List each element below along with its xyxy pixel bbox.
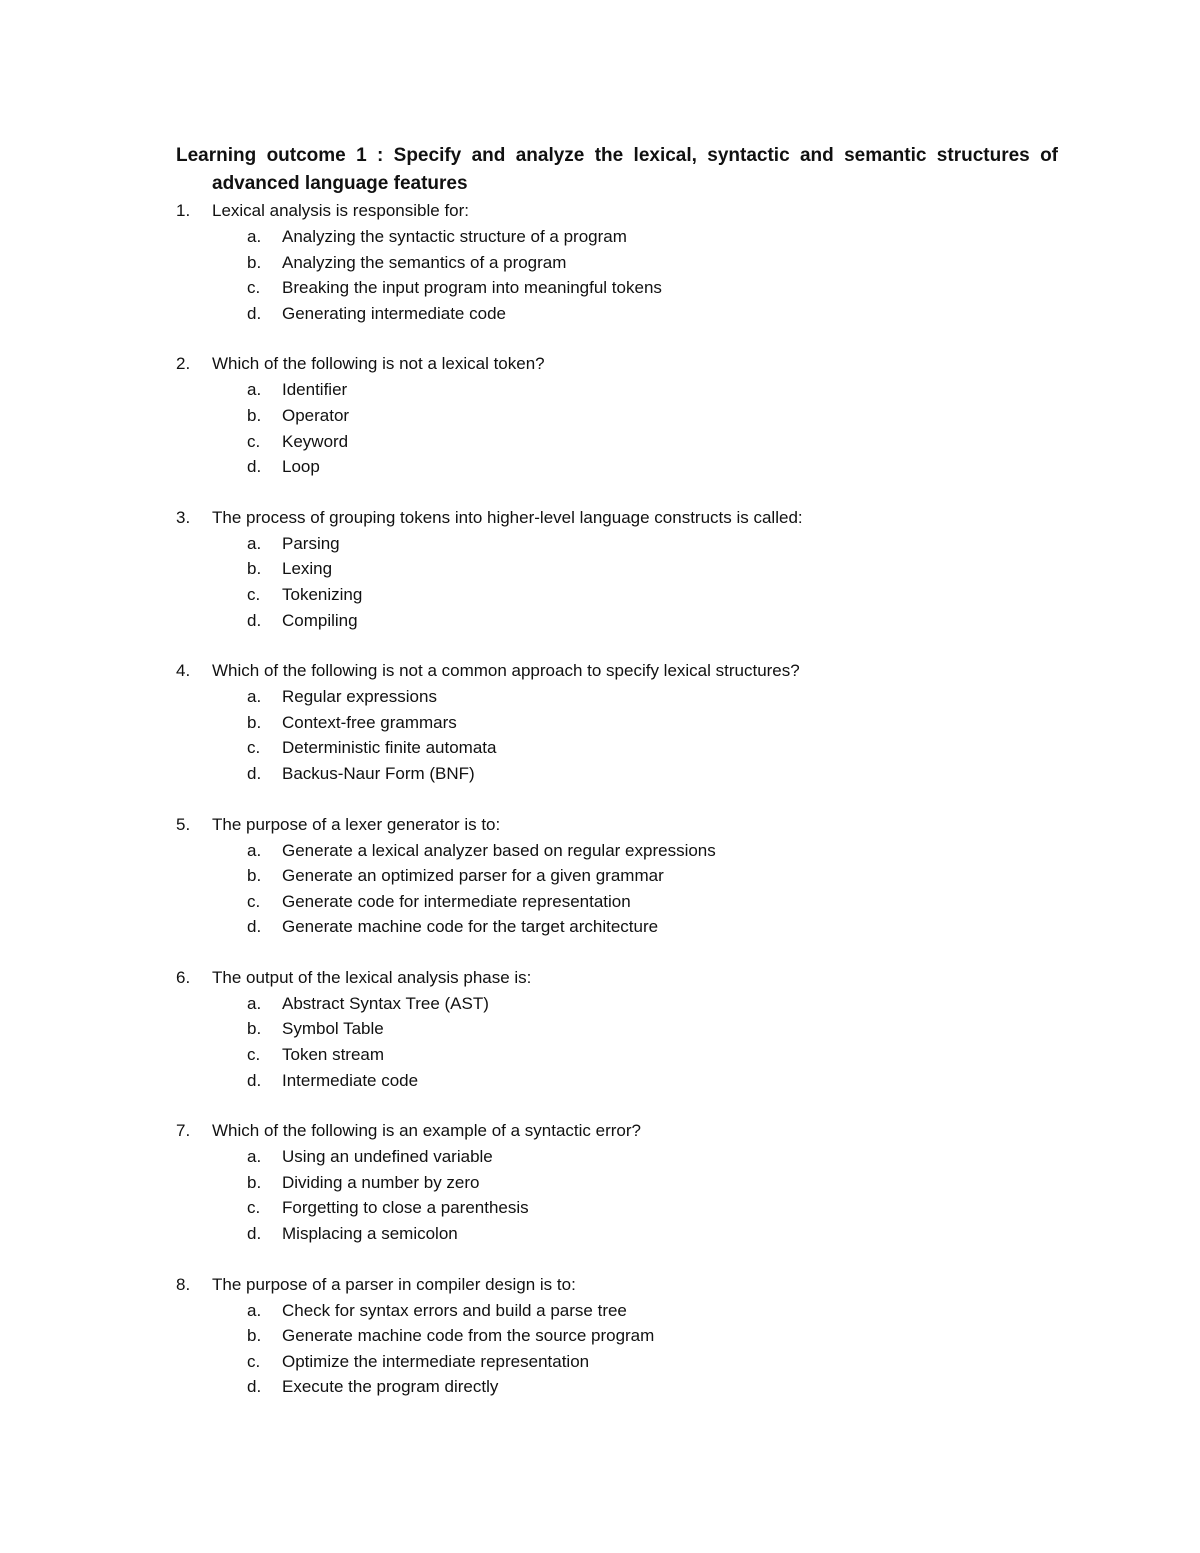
option-item xyxy=(176,403,1076,429)
question-line xyxy=(176,505,1076,531)
option-text: Using an undefined variable xyxy=(282,1147,493,1167)
option-list xyxy=(176,377,1076,479)
option-item xyxy=(176,377,1076,403)
option-letter: c. xyxy=(247,891,261,911)
question-number: 5. xyxy=(176,814,191,834)
option-letter: d. xyxy=(247,457,262,477)
option-item xyxy=(176,582,1076,608)
question-text: The purpose of a lexer generator is to: xyxy=(212,814,501,834)
option-letter: b. xyxy=(247,1019,262,1039)
option-text: Lexing xyxy=(282,559,333,579)
question-line xyxy=(176,1118,1076,1144)
option-item xyxy=(176,531,1076,557)
option-list xyxy=(176,1144,1076,1246)
question-number: 2. xyxy=(176,354,191,374)
option-letter: b. xyxy=(247,712,262,732)
option-list xyxy=(176,991,1076,1093)
question-line xyxy=(176,965,1076,991)
option-item xyxy=(176,1195,1076,1221)
option-item xyxy=(176,991,1076,1017)
option-letter: b. xyxy=(247,559,262,579)
option-text: Analyzing the syntactic structure of a program xyxy=(282,227,627,246)
option-text: Analyzing the semantics of a program xyxy=(282,252,567,272)
question-text: The purpose of a parser in compiler design is to: xyxy=(212,1274,576,1294)
option-item xyxy=(176,429,1076,455)
option-text: Backus-Naur Form (BNF) xyxy=(282,763,475,783)
option-text: Deterministic finite automata xyxy=(282,738,497,758)
option-letter: c. xyxy=(247,278,261,298)
question-item xyxy=(176,505,1076,633)
option-letter: a. xyxy=(247,1147,262,1167)
option-text: Compiling xyxy=(282,610,358,630)
option-letter: a. xyxy=(247,227,262,246)
question-text: The process of grouping tokens into higher-level language constructs is called: xyxy=(212,507,803,527)
option-item xyxy=(176,1374,1076,1400)
option-letter: a. xyxy=(247,1300,262,1320)
option-list xyxy=(176,838,1076,940)
option-letter: a. xyxy=(247,533,262,553)
option-text: Generate machine code for the target architecture xyxy=(282,917,659,937)
option-text: Execute the program directly xyxy=(282,1377,499,1397)
option-list xyxy=(176,224,1076,326)
option-text: Regular expressions xyxy=(282,687,437,707)
option-text: Operator xyxy=(282,405,350,425)
option-list xyxy=(176,531,1076,633)
option-text: Forgetting to close a parenthesis xyxy=(282,1198,529,1218)
question-item xyxy=(176,198,1076,326)
option-text: Identifier xyxy=(282,380,348,400)
option-text: Generate machine code from the source program xyxy=(282,1326,655,1346)
option-item xyxy=(176,1221,1076,1247)
question-number: 6. xyxy=(176,967,191,987)
option-item xyxy=(176,863,1076,889)
option-item xyxy=(176,761,1076,787)
option-letter: a. xyxy=(247,380,262,400)
option-text: Loop xyxy=(282,457,320,477)
option-text: Misplacing a semicolon xyxy=(282,1224,458,1244)
option-item xyxy=(176,1042,1076,1068)
question-text: Which of the following is an example of a syntactic error? xyxy=(212,1121,641,1141)
question-number: 8. xyxy=(176,1274,191,1294)
option-letter: b. xyxy=(247,1172,262,1192)
option-letter: c. xyxy=(247,584,261,604)
question-item xyxy=(176,812,1076,940)
option-item xyxy=(176,1323,1076,1349)
question-list xyxy=(176,198,1076,1425)
option-text: Abstract Syntax Tree (AST) xyxy=(282,993,489,1013)
question-text: Lexical analysis is responsible for: xyxy=(212,201,470,220)
option-letter: b. xyxy=(247,405,262,425)
option-letter: d. xyxy=(247,1377,262,1397)
option-item xyxy=(176,1144,1076,1170)
question-item xyxy=(176,965,1076,1093)
option-text: Generate an optimized parser for a given grammar xyxy=(282,866,664,886)
option-item xyxy=(176,454,1076,480)
option-text: Parsing xyxy=(282,533,340,553)
option-item xyxy=(176,914,1076,940)
option-item xyxy=(176,710,1076,736)
option-item xyxy=(176,1298,1076,1324)
option-item xyxy=(176,1068,1076,1094)
question-text: Which of the following is not a common approach to specify lexical structures? xyxy=(212,661,800,681)
option-letter: b. xyxy=(247,866,262,886)
option-letter: a. xyxy=(247,993,262,1013)
option-item xyxy=(176,250,1076,276)
question-number: 1. xyxy=(176,201,191,220)
option-list xyxy=(176,684,1076,786)
option-item xyxy=(176,556,1076,582)
option-text: Check for syntax errors and build a parse tree xyxy=(282,1300,627,1320)
option-item xyxy=(176,1170,1076,1196)
option-text: Keyword xyxy=(282,431,349,451)
option-letter: a. xyxy=(247,840,262,860)
option-item xyxy=(176,275,1076,301)
option-item xyxy=(176,838,1076,864)
question-line xyxy=(176,198,1076,224)
option-letter: d. xyxy=(247,763,262,783)
option-text: Intermediate code xyxy=(282,1070,419,1090)
option-letter: b. xyxy=(247,252,262,272)
option-text: Generating intermediate code xyxy=(282,303,506,323)
option-letter: a. xyxy=(247,687,262,707)
option-letter: b. xyxy=(247,1326,262,1346)
option-text: Token stream xyxy=(282,1045,385,1065)
option-letter: d. xyxy=(247,917,262,937)
option-text: Dividing a number by zero xyxy=(282,1172,480,1192)
option-item xyxy=(176,735,1076,761)
option-item xyxy=(176,224,1076,250)
option-text: Tokenizing xyxy=(282,584,363,604)
option-letter: c. xyxy=(247,738,261,758)
option-list xyxy=(176,1298,1076,1400)
option-letter: c. xyxy=(247,431,261,451)
option-letter: c. xyxy=(247,1198,261,1218)
option-item xyxy=(176,889,1076,915)
option-text: Breaking the input program into meaningful tokens xyxy=(282,278,662,298)
question-text: Which of the following is not a lexical token? xyxy=(212,354,545,374)
question-number: 3. xyxy=(176,507,191,527)
option-letter: d. xyxy=(247,610,262,630)
option-item xyxy=(176,1016,1076,1042)
option-letter: c. xyxy=(247,1045,261,1065)
option-letter: d. xyxy=(247,1070,262,1090)
option-text: Context-free grammars xyxy=(282,712,457,732)
question-line xyxy=(176,1272,1076,1298)
question-item xyxy=(176,658,1076,786)
question-line xyxy=(176,351,1076,377)
option-text: Generate a lexical analyzer based on regular expressions xyxy=(282,840,716,860)
option-item xyxy=(176,684,1076,710)
question-line xyxy=(176,812,1076,838)
question-item xyxy=(176,1118,1076,1246)
question-number: 7. xyxy=(176,1121,191,1141)
question-text: The output of the lexical analysis phase is: xyxy=(212,967,532,987)
option-item xyxy=(176,301,1076,327)
question-item xyxy=(176,351,1076,479)
question-line xyxy=(176,658,1076,684)
option-item xyxy=(176,1349,1076,1375)
option-text: Optimize the intermediate representation xyxy=(282,1351,590,1371)
option-letter: d. xyxy=(247,1224,262,1244)
learning-outcome-heading: Learning outcome 1 : Specify and analyze the lexical, syntactic and semantic structures of advanced language features xyxy=(176,145,1058,194)
question-number: 4. xyxy=(176,661,191,681)
option-item xyxy=(176,608,1076,634)
option-text: Symbol Table xyxy=(282,1019,384,1039)
question-item xyxy=(176,1272,1076,1400)
option-text: Generate code for intermediate representation xyxy=(282,891,631,911)
option-letter: d. xyxy=(247,303,262,323)
option-letter: c. xyxy=(247,1351,261,1371)
